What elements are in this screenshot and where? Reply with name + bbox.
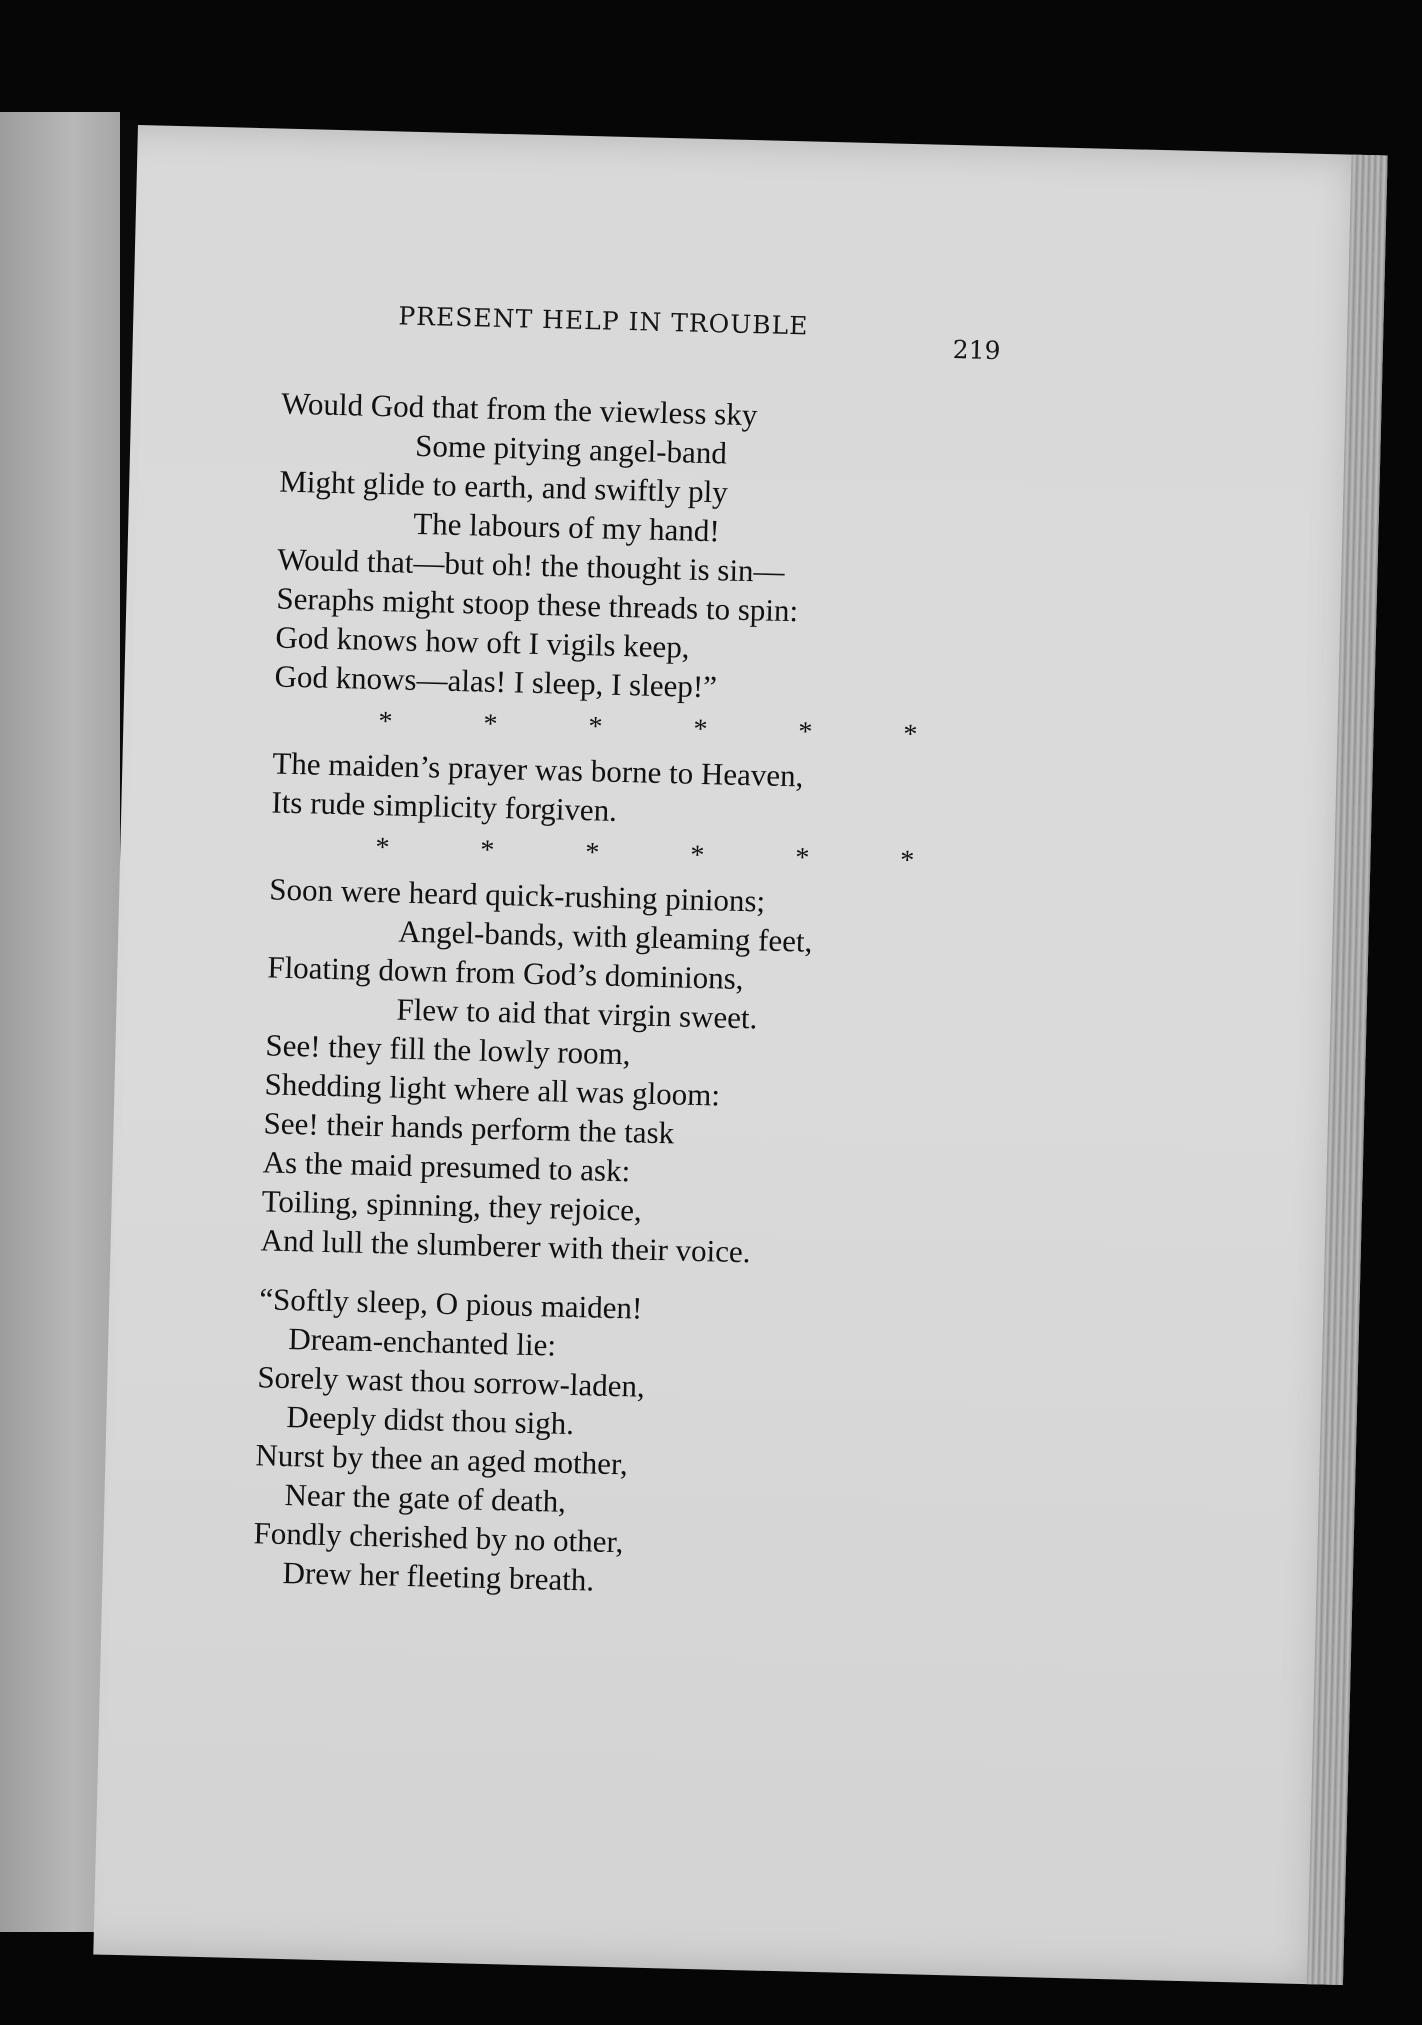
verse-line: And lull the slumberer with their voice. bbox=[260, 1222, 751, 1270]
poem-text bbox=[252, 384, 1181, 1614]
verse-line: See! their hands perform the task bbox=[263, 1105, 675, 1151]
stanza-4 bbox=[252, 1279, 1159, 1613]
verse-line: Flew to aid that virgin sweet. bbox=[396, 991, 758, 1036]
verse-line: Sorely wast thou sorrow-laden, bbox=[257, 1359, 646, 1404]
page-number: 219 bbox=[952, 334, 1001, 366]
verse-line: Deeply didst thou sigh. bbox=[286, 1399, 575, 1442]
verse-line: Would God that from the viewless sky bbox=[280, 385, 758, 433]
asterism-separator: * * * * * * bbox=[378, 706, 960, 752]
verse-line: Shedding light where all was gloom: bbox=[264, 1066, 721, 1113]
verse-line: See! they fill the lowly room, bbox=[265, 1027, 631, 1072]
verse-line: Angel-bands, with gleaming feet, bbox=[397, 913, 813, 959]
asterism-separator: * * * * * * bbox=[375, 832, 957, 878]
verse-line: Toiling, spinning, they rejoice, bbox=[261, 1183, 643, 1228]
verse-line: Might glide to earth, and swiftly ply bbox=[278, 463, 729, 510]
verse-line: Seraphs might stoop these threads to spin: bbox=[276, 580, 799, 629]
verse-line: Would that—but oh! the thought is sin— bbox=[277, 541, 785, 589]
verse-line: Nurst by thee an aged mother, bbox=[255, 1437, 629, 1482]
running-title: PRESENT HELP IN TROUBLE bbox=[398, 301, 809, 341]
verse-line: God knows—alas! I sleep, I sleep!” bbox=[274, 658, 718, 705]
stanza-1 bbox=[274, 384, 1181, 718]
verse-line: Drew her fleeting breath. bbox=[282, 1554, 595, 1598]
verse-line: Near the gate of death, bbox=[284, 1476, 567, 1519]
verse-line: Some pitying angel-band bbox=[414, 427, 728, 471]
verse-line: As the maid presumed to ask: bbox=[262, 1144, 631, 1189]
verse-line: Fondly cherished by no other, bbox=[253, 1515, 624, 1560]
verse-line: Soon were heard quick-rushing pinions; bbox=[268, 871, 766, 919]
verse-line: Floating down from God’s dominions, bbox=[267, 949, 744, 997]
verse-line: Dream-enchanted lie: bbox=[287, 1321, 557, 1363]
verse-line: God knows how oft I vigils keep, bbox=[275, 619, 690, 665]
book-page bbox=[93, 125, 1387, 1985]
verse-line: “Softly sleep, O pious maiden! bbox=[258, 1281, 643, 1326]
verse-line: The maiden’s prayer was borne to Heaven, bbox=[272, 745, 804, 794]
page-stack-edge bbox=[1307, 155, 1388, 1985]
verse-line: Its rude simplicity forgiven. bbox=[271, 784, 618, 828]
verse-line: The labours of my hand! bbox=[412, 505, 721, 549]
stanza-3 bbox=[260, 869, 1169, 1281]
